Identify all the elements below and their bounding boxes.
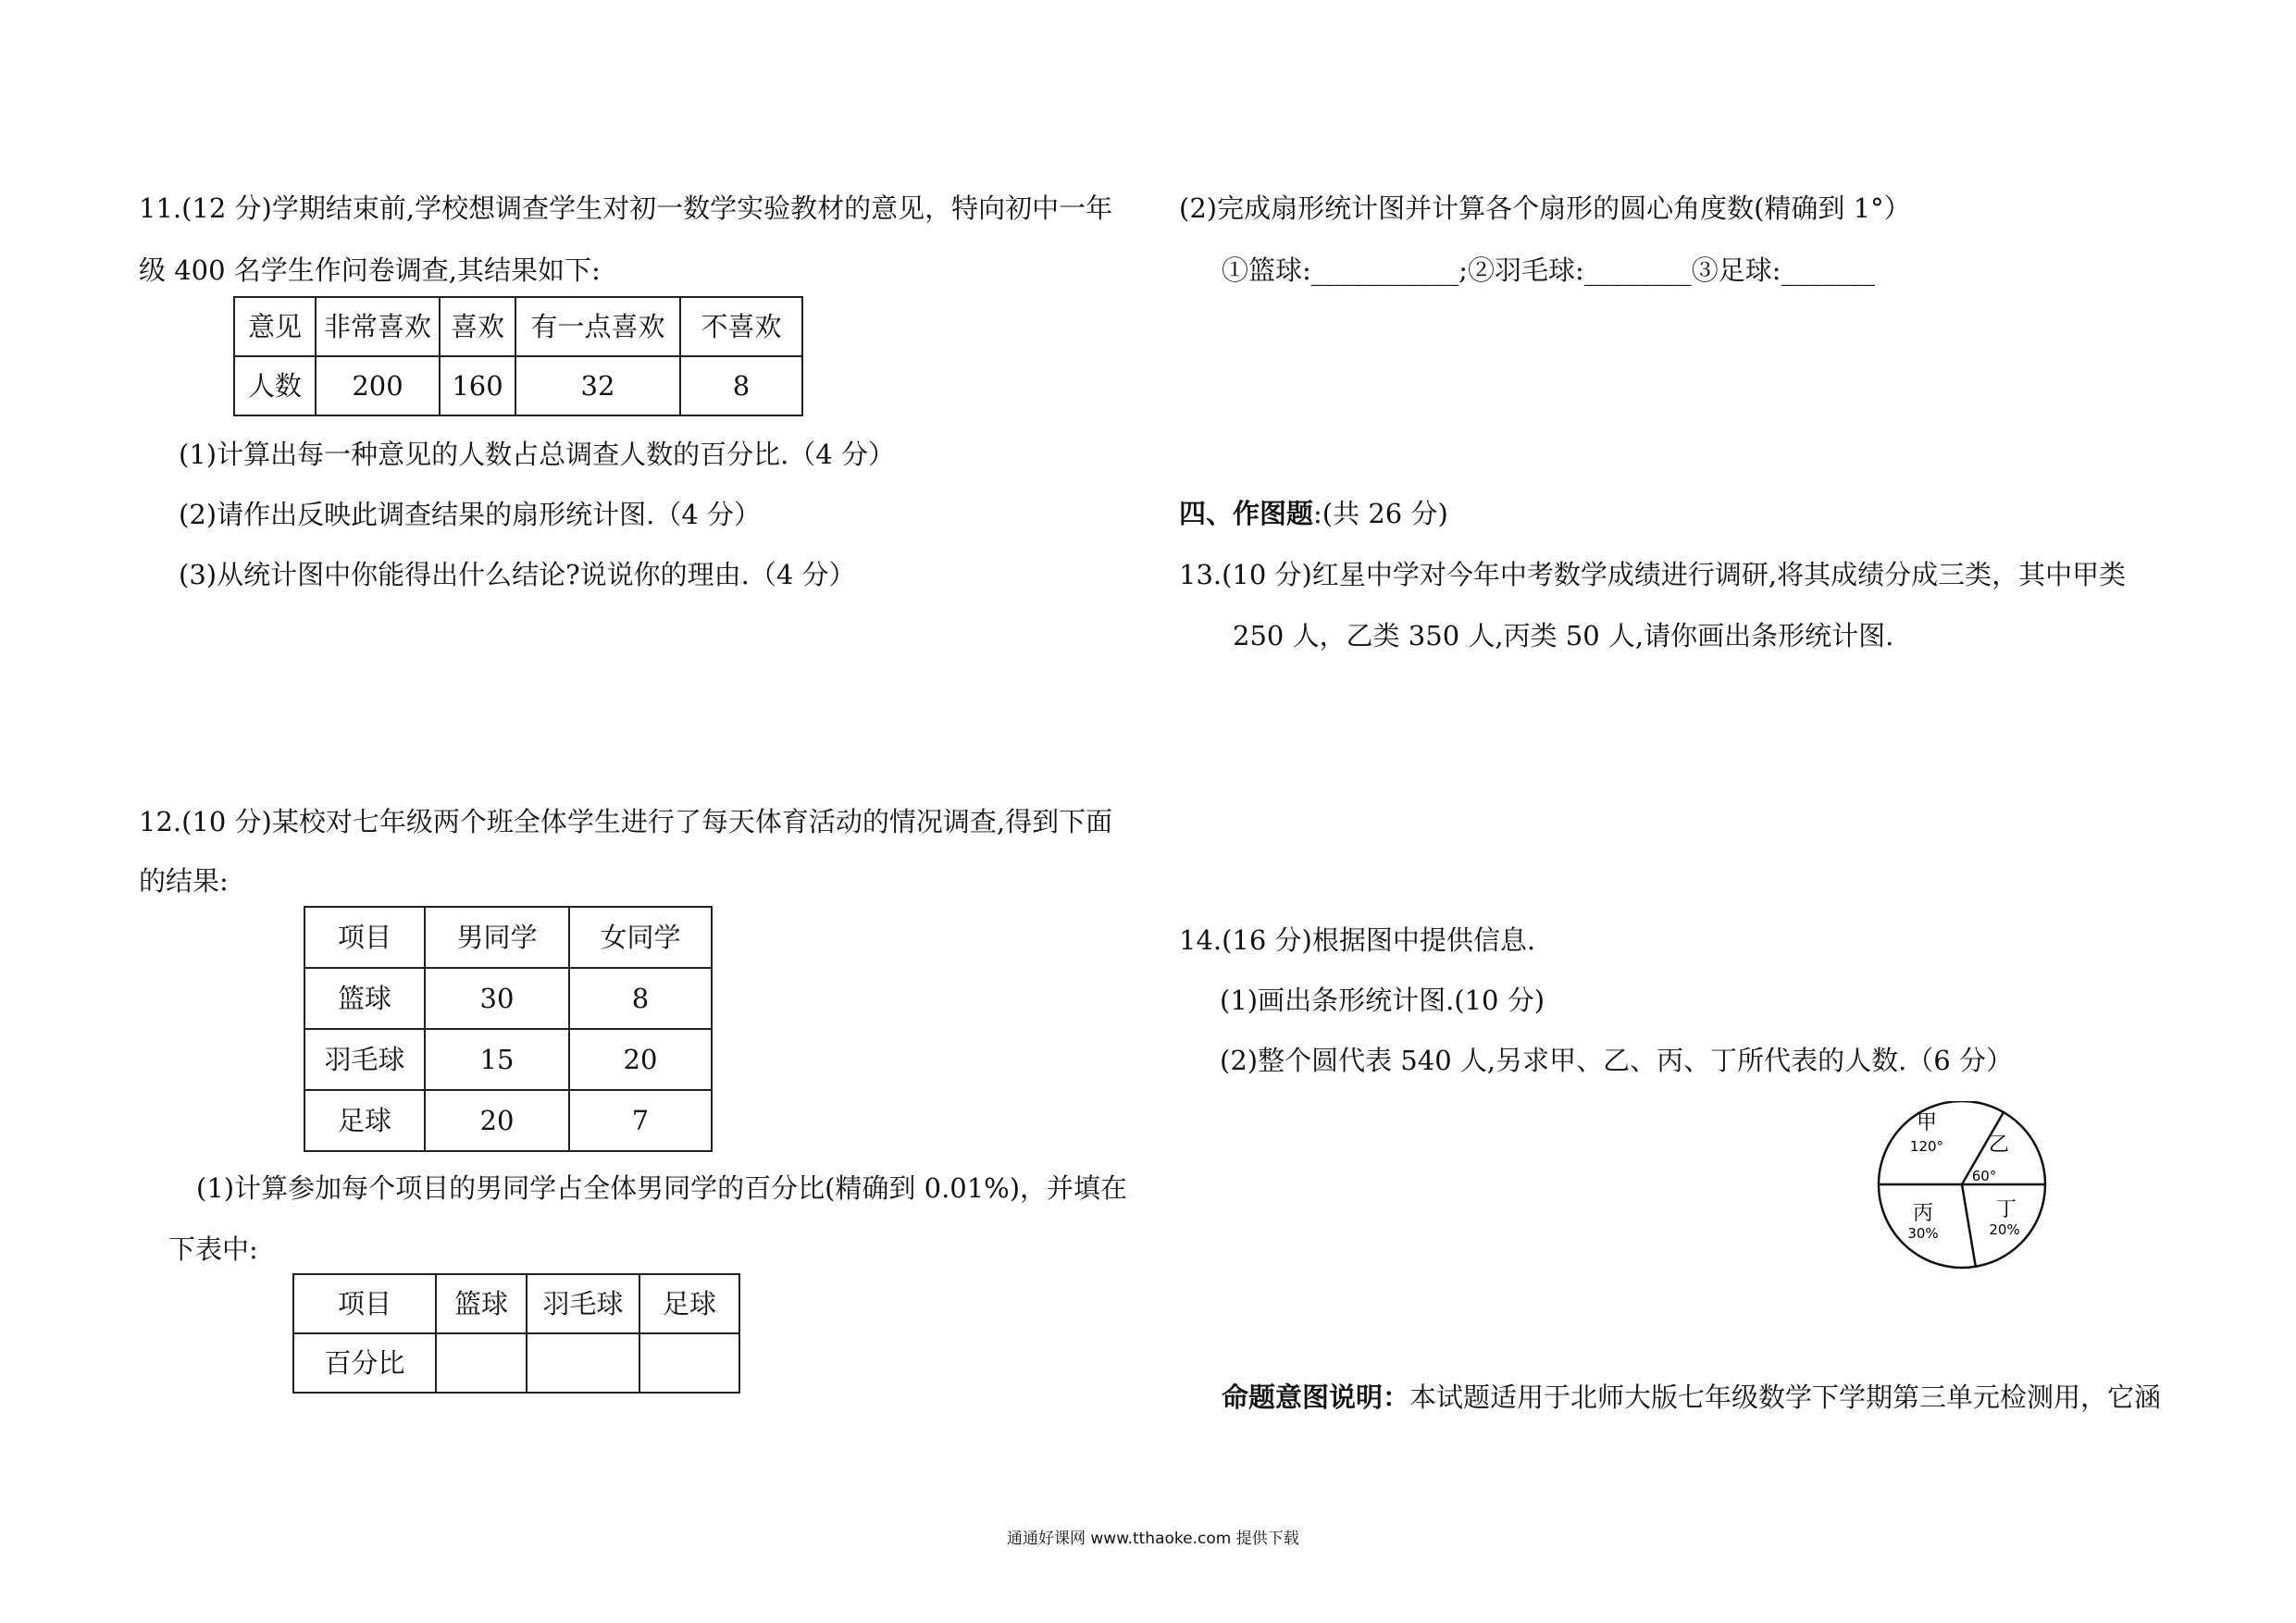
table-header: 女同学 (569, 907, 712, 968)
table-cell: 人数 (234, 356, 316, 415)
answer-cell[interactable] (436, 1333, 527, 1393)
table-header: 有一点喜欢 (515, 297, 680, 356)
table-cell: 羽毛球 (304, 1029, 425, 1090)
table-header: 篮球 (436, 1274, 527, 1333)
q12-sub1-line2: 下表中: (168, 1233, 258, 1265)
q14-line1: 14.(16 分)根据图中提供信息. (1179, 924, 1536, 956)
table-header: 足球 (639, 1274, 739, 1333)
intent-note (1222, 1377, 2161, 1415)
table-header: 男同学 (425, 907, 569, 968)
table-cell: 篮球 (304, 968, 425, 1029)
pie-label-ding: 丁 (1995, 1198, 2017, 1221)
q12-line1: 12.(10 分)某校对七年级两个班全体学生进行了每天体育活动的情况调查,得到下面 (139, 806, 1113, 837)
table-header: 喜欢 (440, 297, 515, 356)
table-header: 项目 (293, 1274, 436, 1333)
pie-value-bing: 30% (1907, 1225, 1939, 1242)
section-4-points: :(共 26 分) (1313, 498, 1448, 529)
section-4-title: 四、作图题 (1179, 498, 1314, 529)
q13-line1: 13.(10 分)红星中学对今年中考数学成绩进行调研,将其成绩分成三类，其中甲类 (1179, 559, 2127, 590)
table-cell: 足球 (304, 1090, 425, 1151)
table-cell: 8 (680, 356, 802, 415)
q12-percent-table (292, 1273, 740, 1394)
table-cell: 20 (569, 1029, 712, 1090)
pie-label-bing: 丙 (1912, 1202, 1934, 1225)
q11-line1: 11.(12 分)学期结束前,学校想调查学生对初一数学实验教材的意见，特向初中一年 (139, 192, 1113, 224)
pie-label-yi: 乙 (1988, 1134, 2010, 1157)
section-4-heading (1179, 493, 1448, 531)
table-cell: 7 (569, 1090, 712, 1151)
table-cell: 百分比 (293, 1333, 436, 1393)
q11-survey-table (233, 296, 803, 416)
table-cell: 200 (316, 356, 440, 415)
table-cell: 160 (440, 356, 515, 415)
table-cell: 30 (425, 968, 569, 1029)
q11-sub3: (3)从统计图中你能得出什么结论?说说你的理由.（4 分） (179, 559, 856, 590)
table-cell: 8 (569, 968, 712, 1029)
table-header: 意见 (234, 297, 316, 356)
q11-sub2-continued: (2)完成扇形统计图并计算各个扇形的圆心角度数(精确到 1°） (1179, 192, 1911, 224)
table-cell: 15 (425, 1029, 569, 1090)
q12-activity-table (304, 906, 713, 1152)
table-header: 非常喜欢 (316, 297, 440, 356)
q14-sub1: (1)画出条形统计图.(10 分) (1220, 985, 1545, 1016)
q14-pie-figure (1860, 1101, 2064, 1286)
q12-sub1-line1: (1)计算参加每个项目的男同学占全体男同学的百分比(精确到 0.01%)，并填在 (196, 1172, 1128, 1204)
table-cell: 20 (425, 1090, 569, 1151)
q11-sub1: (1)计算出每一种意见的人数占总调查人数的百分比.（4 分） (179, 439, 895, 470)
table-header: 不喜欢 (680, 297, 802, 356)
q14-sub2: (2)整个圆代表 540 人,另求甲、乙、丙、丁所代表的人数.（6 分） (1220, 1045, 2013, 1076)
answer-cell[interactable] (527, 1333, 639, 1393)
pie-label-jia: 甲 (1916, 1111, 1938, 1134)
table-cell: 32 (515, 356, 680, 415)
q12-line2: 的结果: (139, 865, 229, 897)
table-header: 项目 (304, 907, 425, 968)
pie-value-ding: 20% (1989, 1221, 2020, 1238)
angle-answer-blanks: ①篮球:___________;②羽毛球:________③足球:_______ (1222, 254, 1876, 286)
page-footer: 通通好课网 www.tthaoke.com 提供下载 (1007, 1530, 1299, 1548)
intent-text: 本试题适用于北师大版七年级数学下学期第三单元检测用，它涵 (1409, 1381, 2162, 1413)
q11-sub2: (2)请作出反映此调查结果的扇形统计图.（4 分） (179, 499, 761, 530)
q13-line2: 250 人，乙类 350 人,丙类 50 人,请你画出条形统计图. (1233, 620, 1894, 651)
pie-value-yi: 60° (1971, 1168, 1997, 1184)
answer-cell[interactable] (639, 1333, 739, 1393)
intent-title: 命题意图说明： (1222, 1381, 1410, 1413)
table-header: 羽毛球 (527, 1274, 639, 1333)
pie-value-jia: 120° (1909, 1138, 1944, 1155)
q11-line2: 级 400 名学生作问卷调查,其结果如下: (139, 254, 601, 286)
pie-divider (1962, 1184, 1976, 1268)
